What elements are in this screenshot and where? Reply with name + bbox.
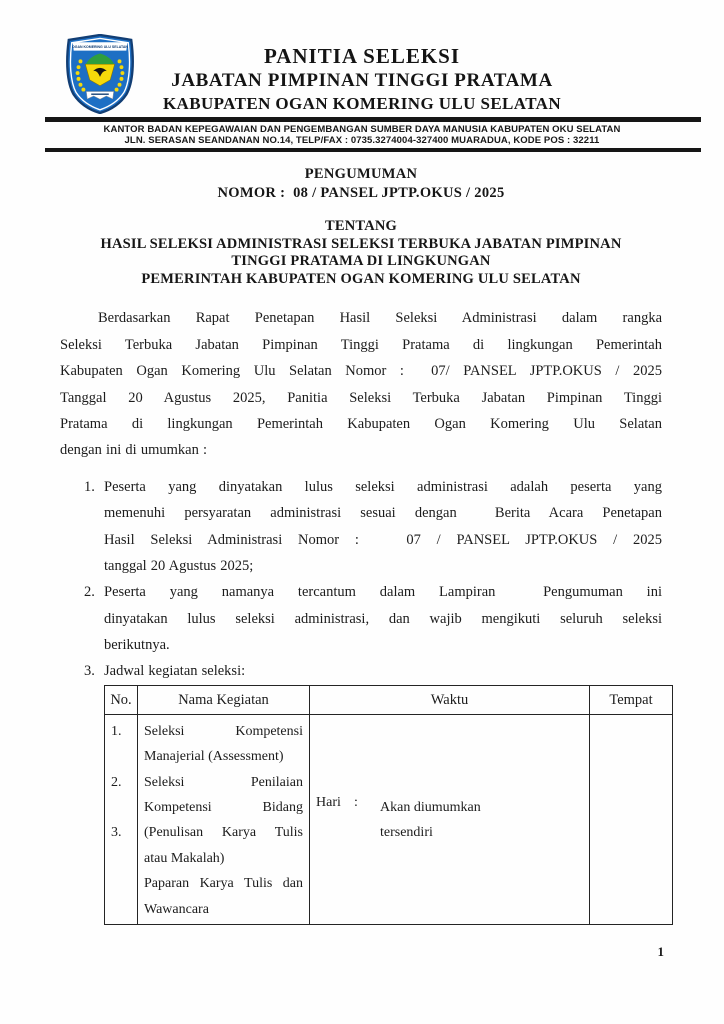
schedule-table-header-row — [105, 685, 673, 714]
letterhead-title-line1: PANITIA SELEKSI — [263, 44, 461, 68]
letterhead-title-line2: JABATAN PIMPINAN TINGGI PRATAMA — [171, 70, 553, 91]
list-item-line: Peserta yang dinyatakan lulus seleksi administrasi adalah peserta yang — [104, 478, 662, 495]
cell-waktu — [310, 714, 590, 924]
list-item-line: Peserta yang namanya tercantum dalam Lampiran Pengumuman ini — [104, 584, 662, 601]
tempat-value — [590, 715, 672, 721]
cell-nama-kegiatan — [138, 714, 310, 924]
waktu-value-line1: Akan diumumkan — [380, 800, 481, 816]
subject-line-2: TINGGI PRATAMA DI LINGKUNGAN — [231, 253, 491, 270]
list-item-2-marker: 2. — [84, 584, 95, 601]
row-number-2: 2. — [111, 774, 122, 790]
kegiatan-line: Paparan Karya Tulis dan — [144, 876, 303, 892]
paragraph-line: Berdasarkan Rapat Penetapan Hasil Seleksi Administrasi dalam rangka — [98, 310, 662, 327]
waktu-day-label: Hari — [316, 795, 341, 811]
waktu-value-line2: tersendiri — [380, 825, 433, 841]
kegiatan-line: Wawancara — [144, 901, 209, 917]
list-item-line: Jadwal kegiatan seleksi: — [104, 663, 246, 680]
regency-coat-of-arms-logo — [60, 34, 140, 114]
row-number-1: 1. — [111, 723, 122, 739]
column-header-no: No. — [105, 685, 138, 714]
paragraph-line: dengan ini di umumkan : — [60, 442, 207, 459]
schedule-table — [104, 685, 673, 925]
list-item-3-marker: 3. — [84, 663, 95, 680]
letterhead — [0, 0, 724, 148]
cell-tempat — [590, 714, 673, 924]
paragraph-line: Kabupaten Ogan Komering Ulu Selatan Nomor : 07/ PANSEL JPTP.OKUS / 2025 — [60, 363, 662, 380]
column-header-nama-kegiatan: Nama Kegiatan — [138, 685, 310, 714]
column-header-tempat: Tempat — [590, 685, 673, 714]
list-item-1 — [84, 474, 662, 580]
kegiatan-line: Seleksi Kompetensi — [144, 723, 303, 739]
opening-paragraph — [60, 310, 662, 468]
list-item-3 — [84, 658, 662, 684]
subject-line-3: PEMERINTAH KABUPATEN OGAN KOMERING ULU SELATAN — [141, 270, 581, 287]
list-item-line: dinyatakan lulus seleksi administrasi, dan wajib mengikuti seluruh seleksi — [104, 610, 662, 627]
kegiatan-line: (Penulisan Karya Tulis — [144, 825, 303, 841]
document-body — [60, 165, 662, 925]
list-item-line: berikutnya. — [104, 637, 170, 654]
list-item-1-marker: 1. — [84, 478, 95, 495]
letterhead-divider-bottom — [45, 148, 701, 153]
spacer — [111, 795, 131, 820]
kegiatan-line: Manajerial (Assessment) — [144, 749, 284, 765]
waktu-entry — [316, 795, 583, 846]
paragraph-line: Pratama di lingkungan Pemerintah Kabupaten Ogan Komering Ulu Selatan — [60, 415, 662, 432]
list-item-2 — [84, 579, 662, 658]
logo-ribbon-text-mark — [91, 94, 109, 95]
letterhead-title-line3: KABUPATEN OGAN KOMERING ULU SELATAN — [162, 94, 562, 113]
address-line-2: JLN. SERASAN SEANDANAN NO.14, TELP/FAX : 0735.3274004-327400 MUARADUA, KODE POS : 32211 — [124, 135, 600, 146]
announcement-heading — [60, 165, 662, 288]
heading-spacer — [60, 202, 662, 218]
cell-no — [105, 714, 138, 924]
paragraph-line: Tanggal 20 Agustus 2025, Panitia Seleksi Terbuka Jabatan Pimpinan Tinggi — [60, 389, 662, 406]
kegiatan-line: atau Makalah) — [144, 850, 225, 866]
column-header-waktu: Waktu — [310, 685, 590, 714]
paragraph-line: Seleksi Terbuka Jabatan Pimpinan Tinggi Pratama di lingkungan Pemerintah — [60, 336, 662, 353]
list-item-line: tanggal 20 Agustus 2025; — [104, 557, 254, 574]
logo-top-band-text: OGAN KOMERING ULU SELATAN — [72, 44, 128, 49]
page-number: 1 — [657, 944, 664, 959]
kegiatan-line: Kompetensi Bidang — [144, 800, 303, 816]
spacer — [111, 744, 131, 769]
list-item-line: Hasil Seleksi Administrasi Nomor : 07 / PANSEL JPTP.OKUS / 2025 — [104, 531, 662, 548]
announcement-number: NOMOR : 08 / PANSEL JPTP.OKUS / 2025 — [217, 184, 505, 201]
kegiatan-line: Seleksi Penilaian — [144, 774, 303, 790]
list-item-line: memenuhi persyaratan administrasi sesuai dengan Berita Acara Penetapan — [104, 505, 662, 522]
schedule-table-body-row — [105, 714, 673, 924]
letterhead-address — [0, 122, 724, 148]
subject-line-1: HASIL SELEKSI ADMINISTRASI SELEKSI TERBUKA JABATAN PIMPINAN — [100, 235, 622, 252]
address-line-1: KANTOR BADAN KEPEGAWAIAN DAN PENGEMBANGAN SUMBER DAYA MANUSIA KABUPATEN OKU SELATAN — [103, 123, 621, 135]
numbered-list — [60, 474, 662, 685]
row-number-3: 3. — [111, 825, 122, 841]
subject-label: TENTANG — [324, 218, 398, 234]
waktu-colon: : — [354, 795, 358, 811]
waktu-value — [380, 795, 481, 846]
announcement-title: PENGUMUMAN — [304, 166, 418, 182]
